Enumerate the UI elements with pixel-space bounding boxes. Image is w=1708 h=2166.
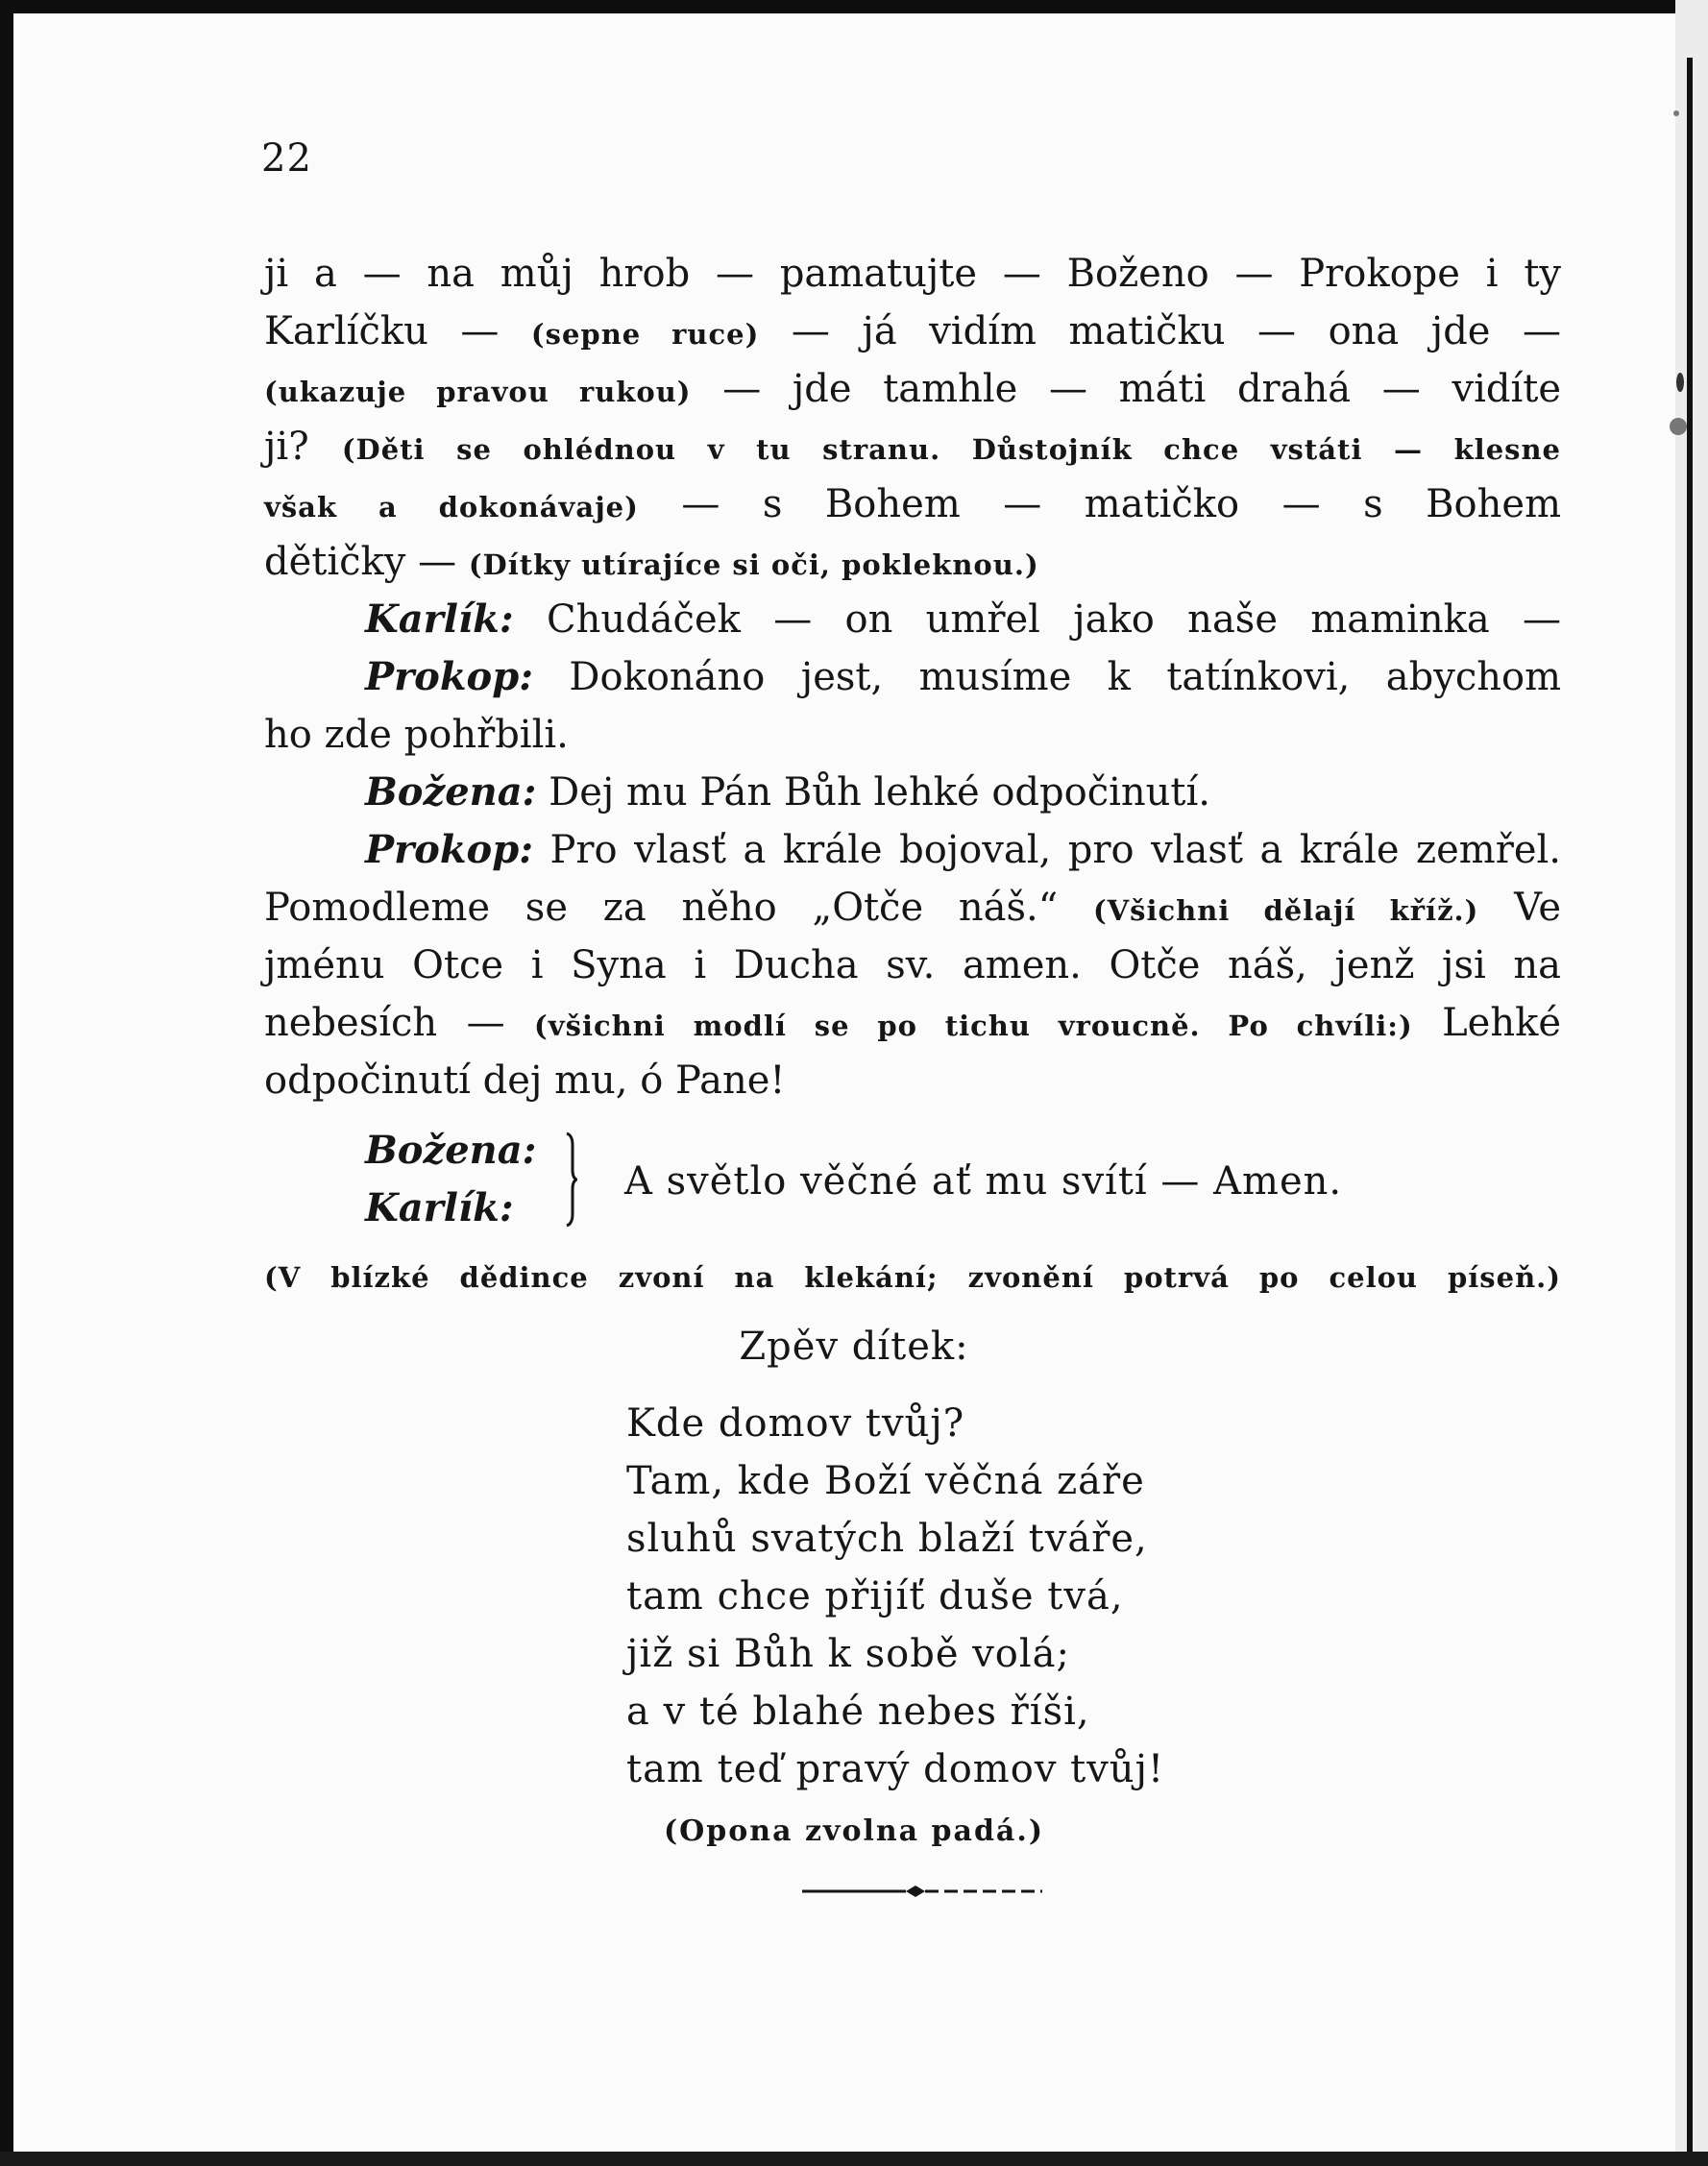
speaker-name: Prokop: xyxy=(365,654,533,699)
brace-symbol xyxy=(564,1132,577,1228)
stage-direction: (Všichni dělají kříž.) xyxy=(1092,894,1479,927)
scan-speck xyxy=(1670,418,1687,435)
stage-direction: (všichni modlí se po tichu vroucně. Po chvíli:) xyxy=(534,1010,1413,1042)
dialogue-line xyxy=(365,827,1561,872)
prayer-line xyxy=(264,1001,1561,1045)
scan-edge-bottom xyxy=(0,2152,1708,2166)
body-text: nebesích — xyxy=(264,1001,505,1045)
prayer-line: odpočinutí dej mu, ó Pane! xyxy=(264,1059,786,1103)
stage-direction: (Dítky utírajíce si oči, pokleknou.) xyxy=(468,548,1039,581)
speaker-name: Karlík: xyxy=(365,596,514,642)
page-number: 22 xyxy=(261,136,312,181)
prayer-line xyxy=(264,886,1562,930)
prayer-line: jménu Otce i Syna i Ducha sv. amen. Otče náš, jenž jsi na xyxy=(264,943,1561,987)
scan-speck xyxy=(1676,373,1684,392)
body-text: ji? xyxy=(264,425,309,469)
song-verse: Kde domov tvůj? xyxy=(626,1401,965,1446)
song-verse: sluhů svatých blaží tváře, xyxy=(626,1517,1148,1561)
speaker-name: Prokop: xyxy=(365,827,533,872)
body-text: Lehké xyxy=(1442,1001,1561,1045)
body-text: Pomodleme se za něho „Otče náš.“ xyxy=(264,886,1059,930)
scan-speck xyxy=(1673,110,1679,116)
stage-direction: (V blízké dědince zvoní na klekání; zvonění potrvá po celou píseň.) xyxy=(264,1261,1561,1294)
chorus-text: A světlo věčné ať mu svítí — Amen. xyxy=(624,1159,1343,1204)
song-verse: již si Bůh k sobě volá; xyxy=(626,1632,1071,1676)
body-line: ji a — na můj hrob — pamatujte — Boženo — Prokope i ty xyxy=(264,252,1561,296)
body-line xyxy=(264,540,1561,584)
song-verse: Tam, kde Boží věčná záře xyxy=(626,1459,1145,1503)
dialogue-text: Dokonáno jest, musíme k tatínkovi, abychom xyxy=(569,655,1561,699)
scan-edge-right-line xyxy=(1687,58,1693,2166)
scan-edge-top xyxy=(0,0,1708,13)
body-line xyxy=(264,425,1562,469)
body-text: — jde tamhle — máti drahá — vidíte xyxy=(722,367,1562,411)
song-verse: tam chce přijíť duše tvá, xyxy=(626,1574,1124,1618)
body-text: — já vidím matičku — ona jde — xyxy=(791,309,1562,353)
divider-ornament-icon xyxy=(802,1884,1042,1899)
stage-direction: však a dokonávaje) xyxy=(264,491,639,523)
stage-direction: (Děti se ohlédnou v tu stranu. Důstojník chce vstáti — klesne xyxy=(341,433,1562,466)
song-title: Zpěv dítek: xyxy=(739,1325,969,1369)
dialogue-continuation: ho zde pohřbili. xyxy=(264,713,569,757)
song-verse: tam teď pravý domov tvůj! xyxy=(626,1747,1165,1791)
body-line xyxy=(264,367,1562,411)
dialogue-line xyxy=(365,596,1561,642)
body-text: — s Bohem — matičko — s Bohem xyxy=(681,482,1562,526)
body-line xyxy=(264,482,1562,526)
stage-direction-line xyxy=(264,1255,1561,1294)
body-text: dětičky — xyxy=(264,540,457,584)
body-text: Karlíčku — xyxy=(264,309,500,353)
speaker-name: Božena: xyxy=(365,769,537,815)
stage-direction: (ukazuje pravou rukou) xyxy=(264,376,692,408)
dialogue-text: Pro vlasť a krále bojoval, pro vlasť a krále zemřel. xyxy=(549,828,1561,872)
closing-stage-direction: (Opona zvolna padá.) xyxy=(663,1814,1045,1848)
stage-direction: (sepne ruce) xyxy=(530,318,760,351)
body-text: Ve xyxy=(1514,886,1562,930)
dialogue-line xyxy=(365,654,1561,699)
speaker-name: Karlík: xyxy=(365,1185,514,1230)
dialogue-text: Dej mu Pán Bůh lehké odpočinutí. xyxy=(549,770,1211,815)
dialogue-line xyxy=(365,769,1561,815)
song-verse: a v té blahé nebes říši, xyxy=(626,1690,1090,1734)
dialogue-text: Chudáček — on umřel jako naše maminka — xyxy=(546,597,1561,642)
speaker-name: Božena: xyxy=(365,1128,537,1173)
body-line xyxy=(264,309,1562,353)
